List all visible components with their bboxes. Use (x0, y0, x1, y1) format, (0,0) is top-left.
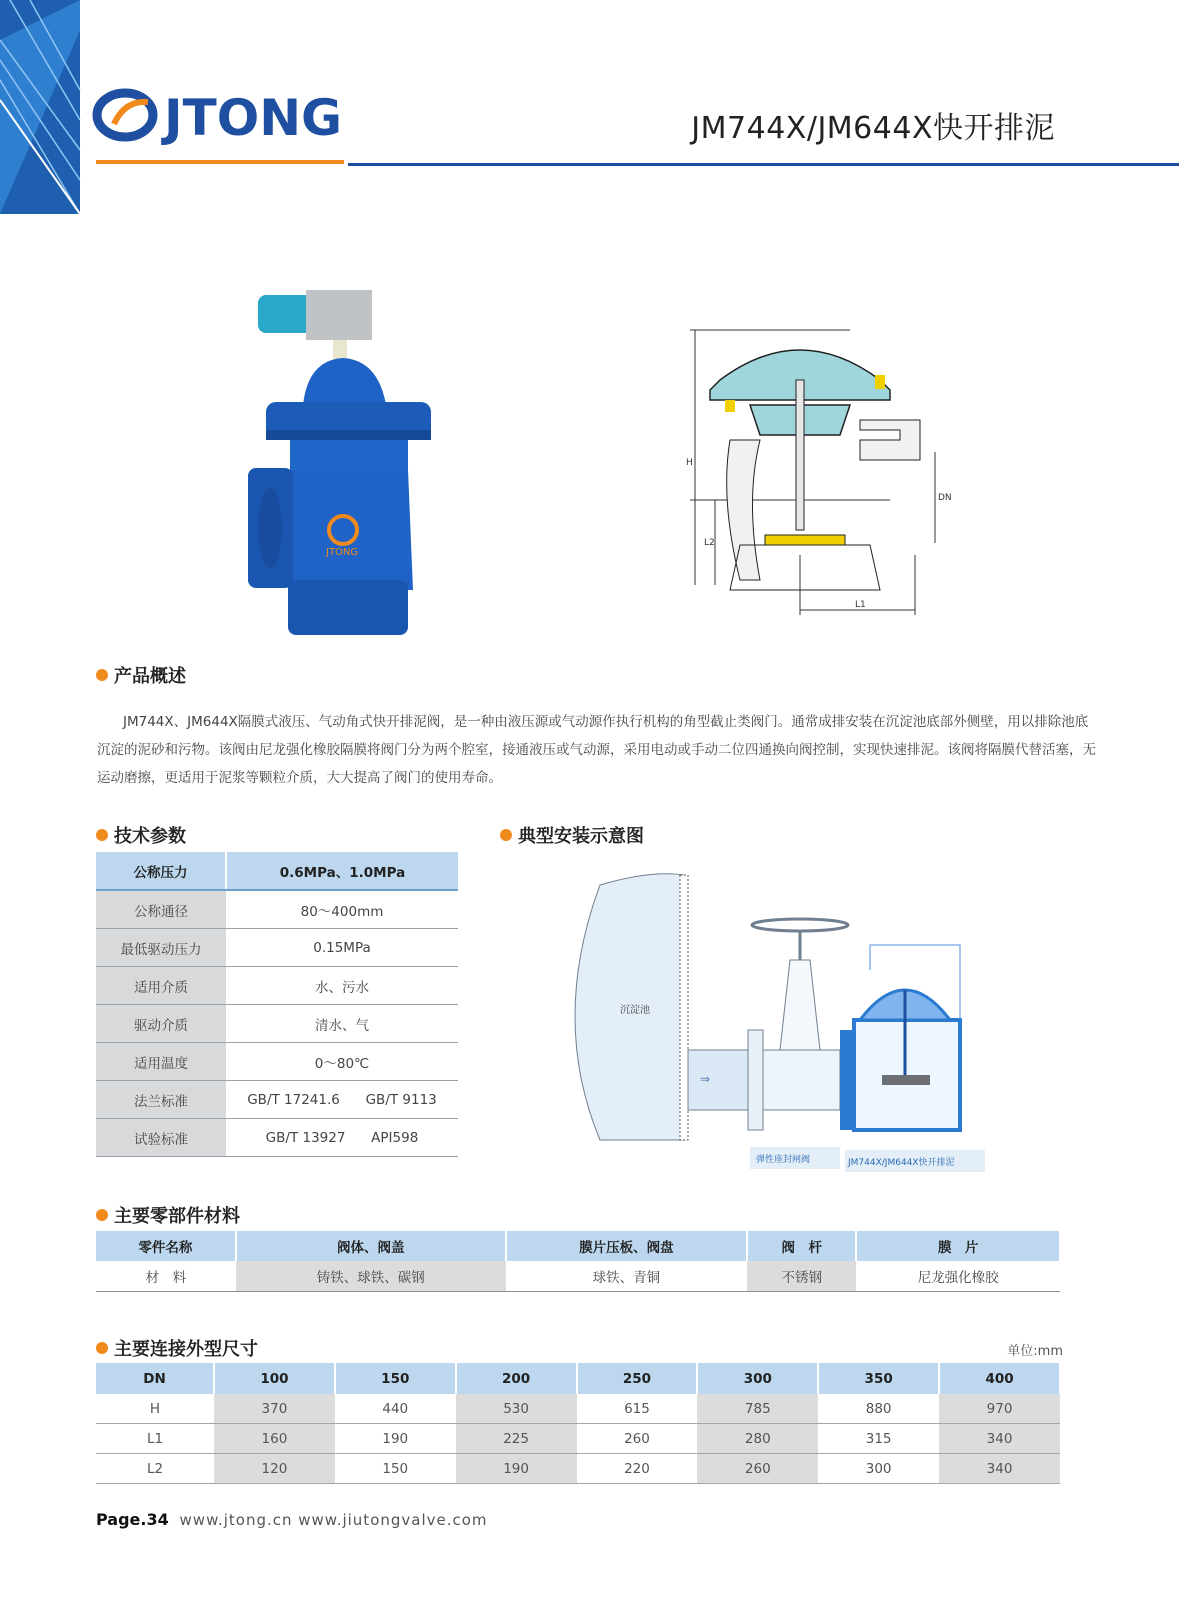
table-cell: 190 (456, 1454, 577, 1484)
bullet-dot-icon (500, 829, 512, 841)
overview-heading: 产品概述 (96, 662, 186, 688)
table-cell: 340 (939, 1454, 1060, 1484)
table-cell: 970 (939, 1394, 1060, 1424)
drain-valve-label: JM744X/JM644X快开排泥 (848, 1158, 955, 1168)
tech-value: 80～400mm (226, 890, 458, 929)
table-row (96, 929, 458, 967)
table-cell: 340 (939, 1424, 1060, 1454)
table-cell: 280 (697, 1424, 818, 1454)
website-links[interactable]: www.jtong.cn www.jiutongvalve.com (179, 1511, 488, 1529)
dimensions-heading: 主要连接外型尺寸 (96, 1335, 258, 1361)
tech-key: 公称通径 (96, 890, 226, 929)
tech-key: 最低驱动压力 (96, 929, 226, 967)
dim-label-dn: DN (938, 493, 952, 503)
tech-key: 适用介质 (96, 967, 226, 1005)
table-row (96, 1043, 458, 1081)
tech-key: 驱动介质 (96, 1005, 226, 1043)
tech-key: 法兰标准 (96, 1081, 226, 1119)
tech-key: 公称压力 (96, 852, 226, 890)
column-header: 阀体、阀盖 (236, 1231, 506, 1261)
table-row (96, 1424, 1060, 1454)
table-cell: 150 (335, 1454, 456, 1484)
table-cell: 190 (335, 1424, 456, 1454)
tech-value: 0～80℃ (226, 1043, 458, 1081)
table-cell: 球铁、青铜 (506, 1261, 748, 1292)
unit-label: 单位:mm (1007, 1344, 1063, 1359)
tech-value: GB/T 17241.6 GB/T 9113 (226, 1081, 458, 1119)
tech-table (96, 852, 458, 1157)
dim-label-h: H (686, 458, 693, 468)
table-cell: 880 (818, 1394, 939, 1424)
table-cell: 材 料 (96, 1261, 236, 1292)
valve-section-drawing (686, 330, 960, 630)
column-header: 阀 杆 (747, 1231, 856, 1261)
logo-underline (96, 160, 344, 164)
column-header: 膜片压板、阀盘 (506, 1231, 748, 1261)
tech-heading: 技术参数 (96, 822, 186, 848)
tech-key: 适用温度 (96, 1043, 226, 1081)
install-diagram (570, 870, 1030, 1190)
table-cell: 220 (577, 1454, 698, 1484)
logo-mark-icon (92, 80, 352, 150)
table-cell: 225 (456, 1424, 577, 1454)
valve-product-photo (248, 290, 438, 640)
brand-logo (92, 80, 352, 150)
page-number: Page.34 (96, 1510, 169, 1529)
svg-text:JTONG: JTONG (326, 547, 359, 558)
tech-value: GB/T 13927 API598 (226, 1119, 458, 1157)
tech-value: 水、污水 (226, 967, 458, 1005)
table-cell: 260 (577, 1424, 698, 1454)
table-cell: 370 (214, 1394, 335, 1424)
table-cell: L2 (96, 1454, 214, 1484)
column-header: 100 (214, 1363, 335, 1394)
bullet-dot-icon (96, 1209, 108, 1221)
header-rule (348, 163, 1179, 166)
table-cell: 160 (214, 1424, 335, 1454)
table-row (96, 1261, 1060, 1292)
column-header: 300 (697, 1363, 818, 1394)
column-header: 零件名称 (96, 1231, 236, 1261)
table-cell: 尼龙强化橡胶 (856, 1261, 1060, 1292)
tech-key: 试验标准 (96, 1119, 226, 1157)
table-row (96, 967, 458, 1005)
tech-value: 0.6MPa、1.0MPa (226, 852, 458, 890)
materials-header-row (96, 1231, 1060, 1261)
table-cell: 785 (697, 1394, 818, 1424)
column-header: DN (96, 1363, 214, 1394)
tank-label: 沉淀池 (620, 1005, 650, 1016)
table-cell: 530 (456, 1394, 577, 1424)
page-title: JM744X/JM644X快开排泥 (691, 111, 1055, 146)
tech-header-row (96, 852, 458, 890)
materials-table (96, 1231, 1061, 1292)
table-cell: 300 (818, 1454, 939, 1484)
gate-valve-label: 弹性座封闸阀 (756, 1155, 811, 1165)
bullet-dot-icon (96, 829, 108, 841)
column-header: 150 (335, 1363, 456, 1394)
dimensions-table (96, 1363, 1061, 1484)
table-row (96, 1005, 458, 1043)
bullet-dot-icon (96, 669, 108, 681)
table-cell: H (96, 1394, 214, 1424)
column-header: 膜 片 (856, 1231, 1060, 1261)
table-row (96, 1394, 1060, 1424)
column-header: 350 (818, 1363, 939, 1394)
table-cell: 不锈钢 (747, 1261, 856, 1292)
table-cell: 315 (818, 1424, 939, 1454)
dim-label-l2: L2 (704, 538, 715, 548)
table-cell: 铸铁、球铁、碳钢 (236, 1261, 506, 1292)
materials-heading: 主要零部件材料 (96, 1202, 240, 1228)
table-cell: 260 (697, 1454, 818, 1484)
table-cell: 440 (335, 1394, 456, 1424)
dimensions-header-row (96, 1363, 1060, 1394)
table-cell: 120 (214, 1454, 335, 1484)
table-row (96, 1454, 1060, 1484)
tech-value: 清水、气 (226, 1005, 458, 1043)
table-row (96, 1119, 458, 1157)
corner-decoration (0, 0, 80, 214)
column-header: 250 (577, 1363, 698, 1394)
tech-value: 0.15MPa (226, 929, 458, 967)
page-footer (96, 1510, 488, 1529)
flow-arrow-icon: ⇒ (700, 1072, 711, 1086)
dim-label-l1: L1 (855, 600, 866, 610)
column-header: 400 (939, 1363, 1060, 1394)
table-row (96, 890, 458, 929)
overview-paragraph: JM744X、JM644X隔膜式液压、气动角式快开排泥阀，是一种由液压源或气动源作执行机构的角型截止类阀门。通常成排安装在沉淀池底部外侧壁，用以排除池底沉淀的泥砂和污物。该阀由尼龙强化橡胶隔膜将阀门分为两个腔室，接通液压或气动源，采用电动或手动二位四通换向阀控制，实现快速排泥。该阀将隔膜代替活塞，无运动磨擦，更适用于泥浆等颗粒介质，大大提高了阀门的使用寿命。 (97, 714, 1096, 786)
table-cell: 615 (577, 1394, 698, 1424)
logo-text: JTONG (164, 89, 343, 147)
install-heading: 典型安装示意图 (500, 822, 644, 848)
column-header: 200 (456, 1363, 577, 1394)
bullet-dot-icon (96, 1342, 108, 1354)
table-row (96, 1081, 458, 1119)
table-cell: L1 (96, 1424, 214, 1454)
